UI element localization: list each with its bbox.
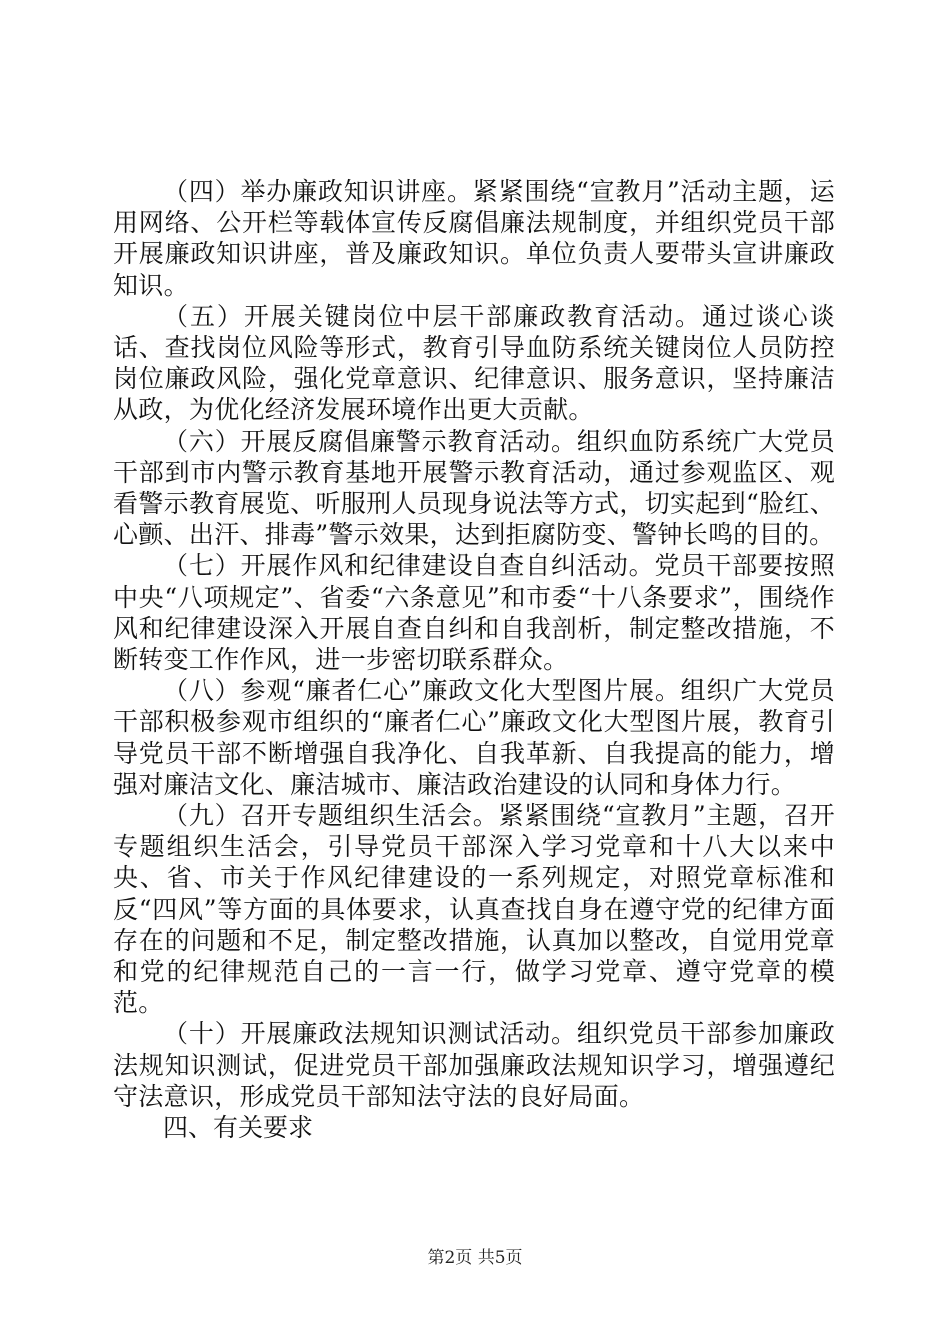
paragraph-warning-education: （六）开展反腐倡廉警示教育活动。组织血防系统广大党员干部到市内警示教育基地开展警示教育活动，通过参观监区、观看警示教育展览、听服刑人员现身说法等方式，切实起到“脸红、心颤、出汗、排毒”警示效果，达到拒腐防变、警钟长鸣的目的。 [113, 426, 835, 550]
paragraph-life-meeting: （九）召开专题组织生活会。紧紧围绕“宣教月”主题，召开专题组织生活会，引导党员干部深入学习党章和十八大以来中央、省、市关于作风纪律建设的一系列规定，对照党章标准和反“四风”等方面的具体要求，认真查找自身在遵守党的纪律方面存在的问题和不足，制定整改措施，认真加以整改，自觉用党章和党的纪律规范自己的一言一行，做学习党章、遵守党章的模范。 [113, 801, 835, 1018]
paragraph-knowledge-test: （十）开展廉政法规知识测试活动。组织党员干部参加廉政法规知识测试，促进党员干部加强廉政法规知识学习，增强遵纪守法意识，形成党员干部知法守法的良好局面。 [113, 1019, 835, 1111]
paragraph-key-posts: （五）开展关键岗位中层干部廉政教育活动。通过谈心谈话、查找岗位风险等形式，教育引导血防系统关键岗位人员防控岗位廉政风险，强化党章意识、纪律意识、服务意识，坚持廉洁从政，为优化经济发展环境作出更大贡献。 [113, 301, 835, 425]
document-body [113, 176, 835, 1143]
page-number: 第2页 共5页 [427, 1248, 523, 1268]
paragraph-self-inspection: （七）开展作风和纪律建设自查自纠活动。党员干部要按照中央“八项规定”、省委“六条意见”和市委“十八条要求”，围绕作风和纪律建设深入开展自查自纠和自我剖析，制定整改措施，不断转变工作作风，进一步密切联系群众。 [113, 551, 835, 675]
paragraph-photo-exhibition: （八）参观“廉者仁心”廉政文化大型图片展。组织广大党员干部积极参观市组织的“廉者仁心”廉政文化大型图片展，教育引导党员干部不断增强自我净化、自我革新、自我提高的能力，增强对廉洁文化、廉洁城市、廉洁政治建设的认同和身体力行。 [113, 676, 835, 799]
paragraph-lecture: （四）举办廉政知识讲座。紧紧围绕“宣教月”活动主题，运用网络、公开栏等载体宣传反腐倡廉法规制度，并组织党员干部开展廉政知识讲座，普及廉政知识。单位负责人要带头宣讲廉政知识。 [113, 177, 835, 300]
section-heading: 四、有关要求 [163, 1113, 314, 1143]
